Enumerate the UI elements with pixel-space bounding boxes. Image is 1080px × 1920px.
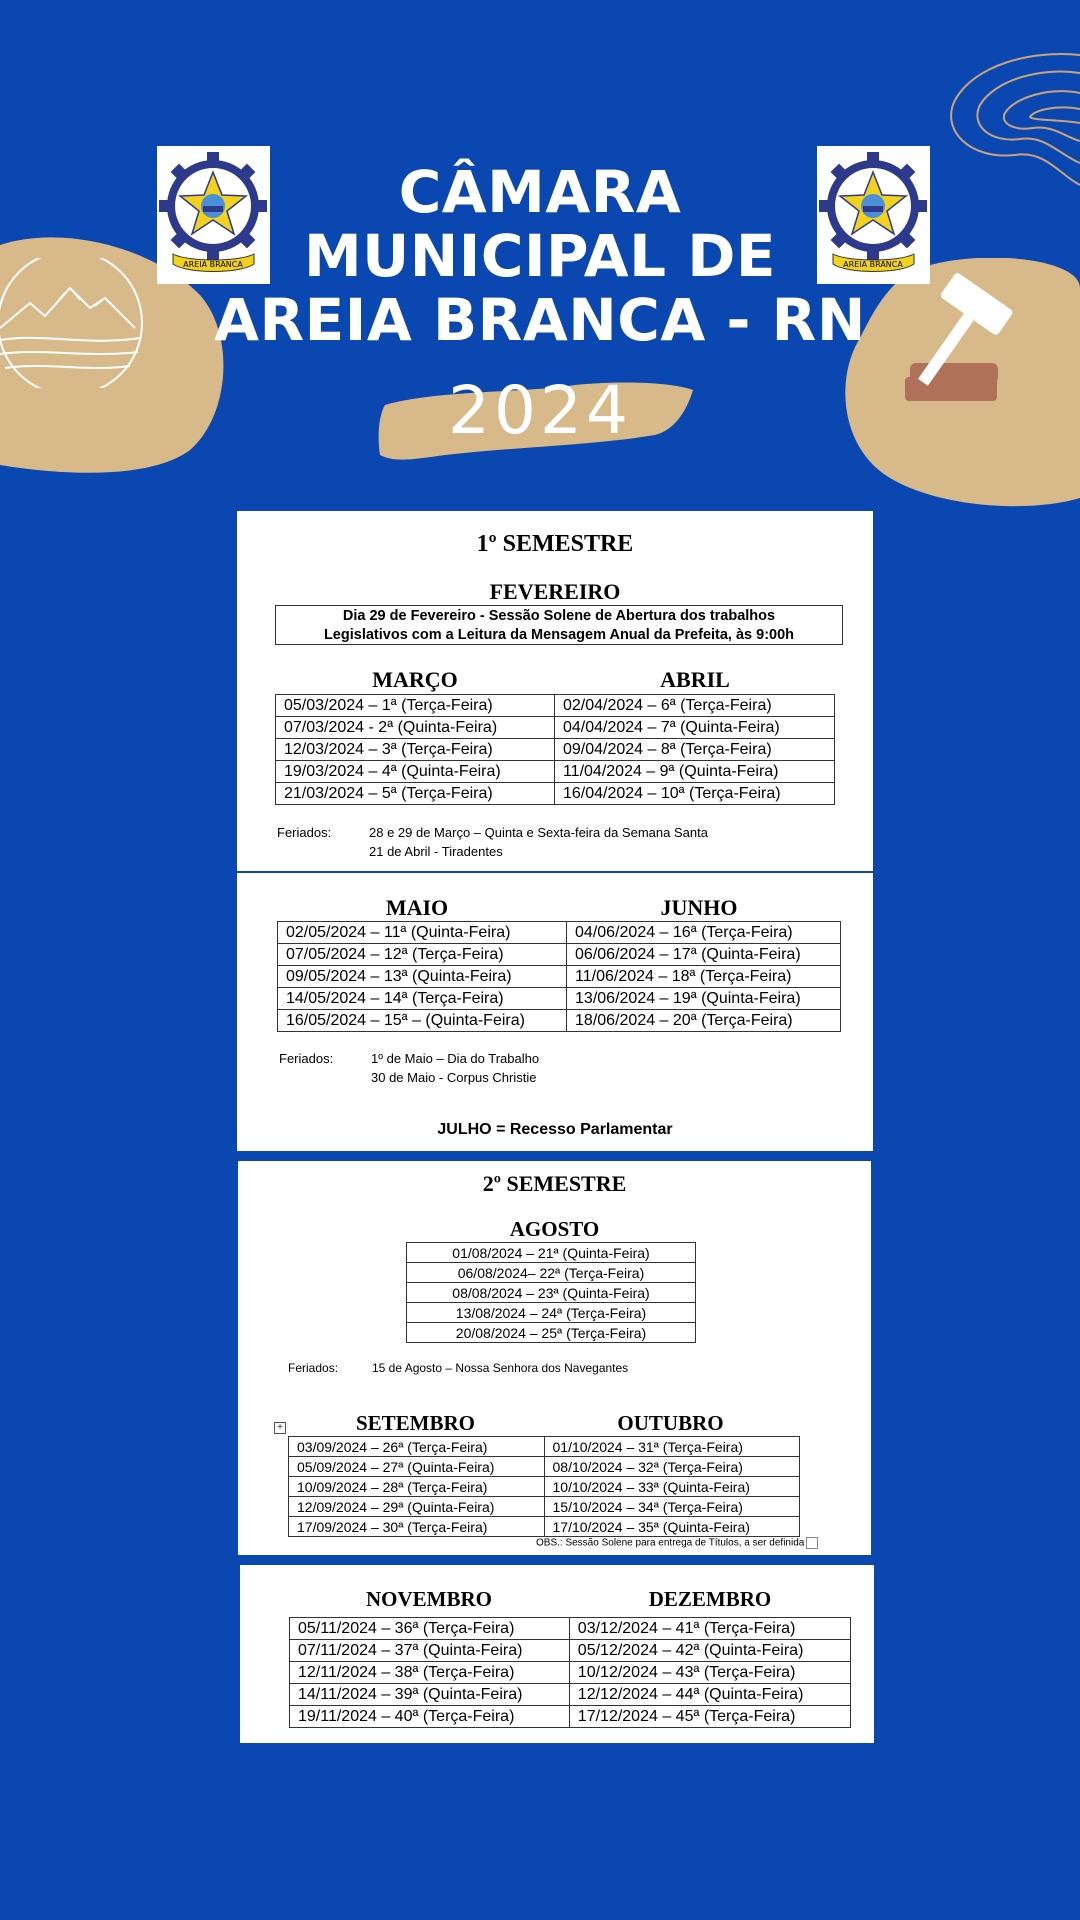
session-cell-left: 02/05/2024 – 11ª (Quinta-Feira): [278, 922, 567, 944]
session-cell-right: 09/04/2024 – 8ª (Terça-Feira): [554, 739, 834, 761]
session-cell-right: 10/10/2024 – 33ª (Quinta-Feira): [544, 1477, 800, 1497]
session-cell-right: 11/06/2024 – 18ª (Terça-Feira): [567, 966, 841, 988]
table-row: [276, 739, 835, 761]
session-cell-left: 14/05/2024 – 14ª (Terça-Feira): [278, 988, 567, 1010]
session-cell-right: 11/04/2024 – 9ª (Quinta-Feira): [554, 761, 834, 783]
session-cell-left: 12/09/2024 – 29ª (Quinta-Feira): [289, 1497, 545, 1517]
table-row: [276, 783, 835, 805]
feriado-line: 15 de Agosto – Nossa Senhora dos Navegantes: [372, 1361, 629, 1375]
table-row: [278, 922, 841, 944]
session-cell-left: 14/11/2024 – 39ª (Quinta-Feira): [290, 1684, 570, 1706]
fevereiro-line-2: Legislativos com a Leitura da Mensagem Anual da Prefeita, às 9:00h: [323, 627, 795, 643]
session-cell-right: 04/04/2024 – 7ª (Quinta-Feira): [554, 717, 834, 739]
session-cell-right: 01/10/2024 – 31ª (Terça-Feira): [544, 1437, 800, 1457]
feriado-line: 30 de Maio - Corpus Christie: [371, 1070, 537, 1085]
session-cell: 20/08/2024 – 25ª (Terça-Feira): [407, 1323, 696, 1343]
table-row: [407, 1303, 696, 1323]
session-cell-right: 17/12/2024 – 45ª (Terça-Feira): [569, 1706, 850, 1728]
year-label: 2024: [448, 372, 632, 449]
session-cell-left: 05/09/2024 – 27ª (Quinta-Feira): [289, 1457, 545, 1477]
session-cell-left: 12/11/2024 – 38ª (Terça-Feira): [290, 1662, 570, 1684]
title-line-1: CÂMARA: [398, 158, 682, 226]
julho-recesso: JULHO = Recesso Parlamentar: [437, 1121, 673, 1138]
table-row: [289, 1477, 800, 1497]
session-cell: 01/08/2024 – 21ª (Quinta-Feira): [407, 1243, 696, 1263]
month-marco: MARÇO: [372, 667, 458, 692]
session-cell-left: 16/05/2024 – 15ª – (Quinta-Feira): [278, 1010, 567, 1032]
feriado-line: 21 de Abril - Tiradentes: [369, 844, 503, 859]
obs-note: [536, 1537, 818, 1549]
panel-maio-junho: [237, 873, 873, 1151]
month-fevereiro: FEVEREIRO: [489, 579, 621, 604]
session-cell-left: 19/03/2024 – 4ª (Quinta-Feira): [276, 761, 555, 783]
session-cell-left: 17/09/2024 – 30ª (Terça-Feira): [289, 1517, 545, 1537]
session-cell-right: 05/12/2024 – 42ª (Quinta-Feira): [569, 1640, 850, 1662]
table-row: [289, 1437, 800, 1457]
table-row: [278, 988, 841, 1010]
session-cell-left: 21/03/2024 – 5ª (Terça-Feira): [276, 783, 555, 805]
month-dezembro: DEZEMBRO: [648, 1587, 772, 1611]
session-cell-right: 06/06/2024 – 17ª (Quinta-Feira): [567, 944, 841, 966]
feriados-label: Feriados:: [279, 1051, 334, 1066]
table-row: [276, 717, 835, 739]
mountain-landscape-icon: [0, 258, 150, 388]
topographic-lines-icon: [935, 45, 1080, 190]
seal-text: AREIA BRANCA: [183, 260, 243, 269]
table-row: [290, 1640, 851, 1662]
session-cell-left: 05/11/2024 – 36ª (Terça-Feira): [290, 1618, 570, 1640]
session-cell-right: 17/10/2024 – 35ª (Quinta-Feira): [544, 1517, 800, 1537]
session-cell-right: 03/12/2024 – 41ª (Terça-Feira): [569, 1618, 850, 1640]
month-novembro: NOVEMBRO: [366, 1587, 492, 1611]
seal-text: AREIA BRANCA: [843, 260, 903, 269]
obs-text: OBS.: Sessão Solene para entrega de Títulos, a ser definida: [536, 1537, 805, 1549]
session-cell-left: 03/09/2024 – 26ª (Terça-Feira): [289, 1437, 545, 1457]
fevereiro-line-1: Dia 29 de Fevereiro - Sessão Solene de Abertura dos trabalhos: [342, 608, 776, 624]
table-row: [290, 1706, 851, 1728]
month-abril: ABRIL: [660, 667, 730, 692]
session-cell-right: 13/06/2024 – 19ª (Quinta-Feira): [567, 988, 841, 1010]
panel-second-semester: [238, 1161, 871, 1555]
table-row: [289, 1497, 800, 1517]
table-row: [278, 1010, 841, 1032]
feriados-label: Feriados:: [288, 1361, 339, 1375]
table-row: [407, 1263, 696, 1283]
novembro-dezembro-table: [289, 1617, 851, 1728]
month-junho: JUNHO: [660, 895, 738, 920]
panel-first-semester: [237, 511, 873, 871]
session-cell-right: 16/04/2024 – 10ª (Terça-Feira): [554, 783, 834, 805]
session-cell-right: 12/12/2024 – 44ª (Quinta-Feira): [569, 1684, 850, 1706]
agosto-table: [406, 1242, 696, 1343]
title-line-2: MUNICIPAL DE: [303, 222, 777, 290]
table-row: [407, 1283, 696, 1303]
session-cell-right: 10/12/2024 – 43ª (Terça-Feira): [569, 1662, 850, 1684]
table-row: [276, 761, 835, 783]
table-row: [290, 1684, 851, 1706]
title-line-3: AREIA BRANCA - RN: [214, 286, 866, 354]
table-row: [289, 1517, 800, 1537]
session-cell-right: 18/06/2024 – 20ª (Terça-Feira): [567, 1010, 841, 1032]
session-cell-right: 08/10/2024 – 32ª (Terça-Feira): [544, 1457, 800, 1477]
maio-junho-table: [277, 921, 841, 1032]
session-cell-left: 05/03/2024 – 1ª (Terça-Feira): [276, 695, 555, 717]
month-maio: MAIO: [385, 895, 449, 920]
feriados-3: [288, 1359, 848, 1379]
session-cell: 08/08/2024 – 23ª (Quinta-Feira): [407, 1283, 696, 1303]
session-cell-right: 04/06/2024 – 16ª (Terça-Feira): [567, 922, 841, 944]
gavel-icon: [905, 265, 1070, 405]
table-row: [278, 944, 841, 966]
table-row: [290, 1662, 851, 1684]
table-row: [276, 695, 835, 717]
semester-1-title: 1º SEMESTRE: [476, 531, 634, 557]
feriados-label: Feriados:: [277, 825, 332, 840]
semester-2-title: 2º SEMESTRE: [482, 1171, 627, 1196]
month-setembro: SETEMBRO: [355, 1411, 476, 1435]
table-row: [290, 1618, 851, 1640]
session-cell-left: 07/03/2024 - 2ª (Quinta-Feira): [276, 717, 555, 739]
feriado-line: 28 e 29 de Março – Quinta e Sexta-feira da Semana Santa: [369, 825, 708, 840]
session-cell-left: 19/11/2024 – 40ª (Terça-Feira): [290, 1706, 570, 1728]
fevereiro-session-box: [275, 605, 843, 645]
session-cell-right: 15/10/2024 – 34ª (Terça-Feira): [544, 1497, 800, 1517]
session-cell-right: 02/04/2024 – 6ª (Terça-Feira): [554, 695, 834, 717]
session-cell: 13/08/2024 – 24ª (Terça-Feira): [407, 1303, 696, 1323]
feriados-1: [277, 823, 837, 863]
table-row: [407, 1323, 696, 1343]
session-cell-left: 09/05/2024 – 13ª (Quinta-Feira): [278, 966, 567, 988]
table-move-handle-icon[interactable]: +: [274, 1422, 286, 1434]
month-agosto: AGOSTO: [509, 1217, 600, 1241]
session-cell-left: 10/09/2024 – 28ª (Terça-Feira): [289, 1477, 545, 1497]
table-row: [407, 1243, 696, 1263]
session-cell: 06/08/2024– 22ª (Terça-Feira): [407, 1263, 696, 1283]
session-cell-left: 07/11/2024 – 37ª (Quinta-Feira): [290, 1640, 570, 1662]
session-cell-left: 12/03/2024 – 3ª (Terça-Feira): [276, 739, 555, 761]
panel-nov-dez: [240, 1565, 874, 1743]
table-row: [289, 1457, 800, 1477]
table-row: [278, 966, 841, 988]
setembro-outubro-table: [288, 1436, 800, 1537]
session-cell-left: 07/05/2024 – 12ª (Terça-Feira): [278, 944, 567, 966]
feriados-2: [279, 1049, 839, 1089]
feriado-line: 1º de Maio – Dia do Trabalho: [371, 1051, 540, 1066]
checkbox-icon: [806, 1537, 818, 1549]
page-title: [190, 160, 890, 352]
month-outubro: OUTUBRO: [617, 1411, 724, 1435]
marco-abril-table: [275, 694, 835, 805]
